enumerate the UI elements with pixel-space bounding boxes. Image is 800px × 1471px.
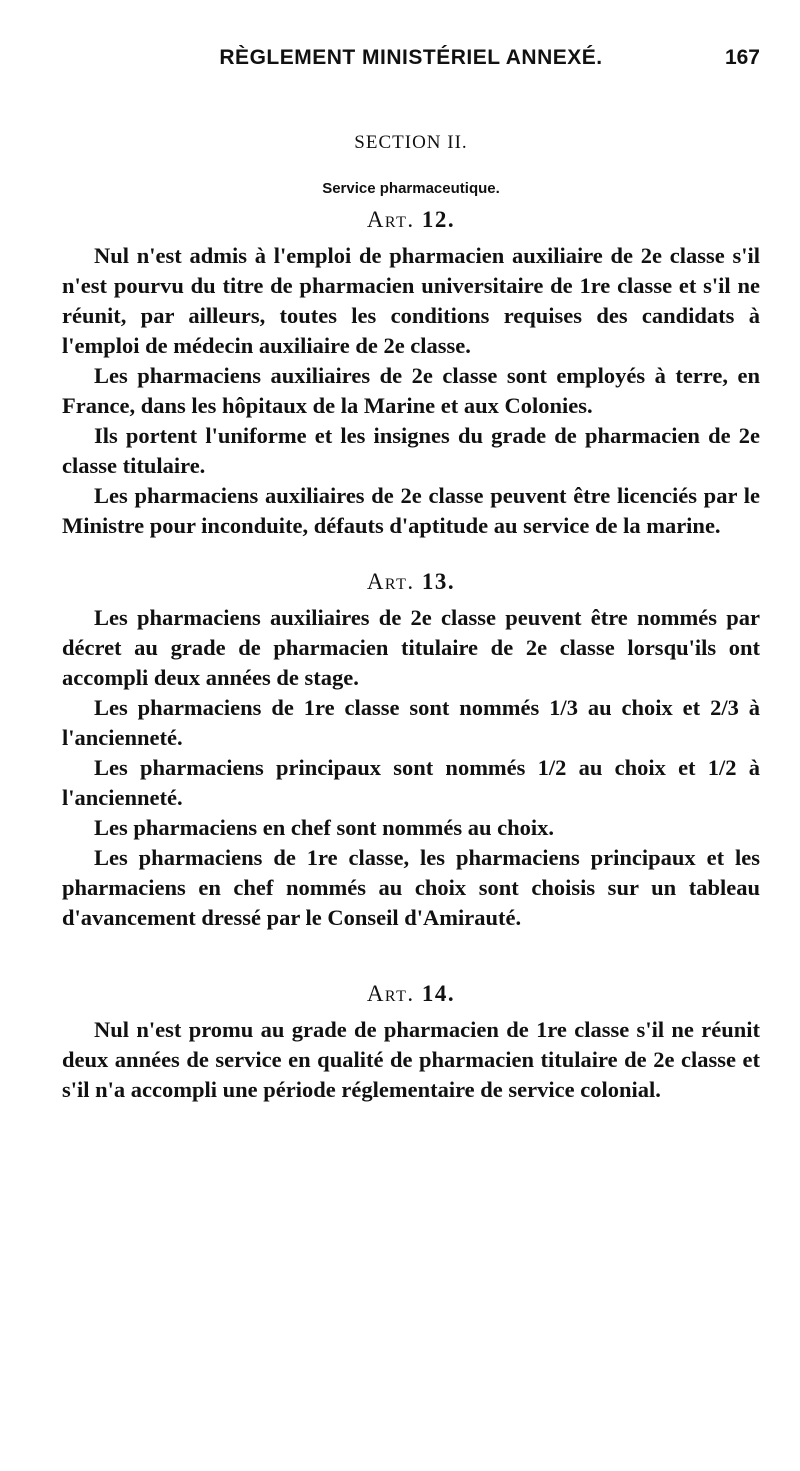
article-paragraph: Les pharmaciens principaux sont nommés 1/2 au choix et 1/2 à l'ancienneté. [62, 755, 760, 810]
article-heading [62, 981, 760, 1007]
article-13 [62, 569, 760, 933]
article-heading [62, 569, 760, 595]
article-label: Art. [366, 569, 415, 594]
article-paragraph: Les pharmaciens auxiliaires de 2e classe peuvent être licenciés par le Ministre pour inconduite, défauts d'aptitude au service de la marine. [62, 483, 760, 538]
article-label: Art. [366, 207, 415, 232]
article-number: 13. [421, 569, 456, 594]
article-paragraph: Les pharmaciens auxiliaires de 2e classe peuvent être nommés par décret au grade de pharmacien titulaire de 2e classe lorsqu'ils ont accompli deux années de stage. [62, 605, 760, 690]
article-paragraph: Les pharmaciens en chef sont nommés au choix. [94, 815, 554, 840]
running-title: RÈGLEMENT MINISTÉRIEL ANNEXÉ. [219, 46, 603, 69]
article-paragraph: Nul n'est admis à l'emploi de pharmacien auxiliaire de 2e classe s'il n'est pourvu du titre de pharmacien universitaire de 1re classe et s'il ne réunit, par ailleurs, toutes les conditions requises des candidats à l'emploi de médecin auxiliaire de 2e classe. [62, 243, 760, 358]
page-number: 167 [724, 46, 760, 69]
article-label: Art. [366, 981, 415, 1006]
article-paragraph: Les pharmaciens de 1re classe sont nommés 1/3 au choix et 2/3 à l'ancienneté. [62, 695, 760, 750]
article-12 [62, 207, 760, 541]
article-paragraph: Les pharmaciens auxiliaires de 2e classe sont employés à terre, en France, dans les hôpitaux de la Marine et aux Colonies. [62, 363, 760, 418]
article-heading [62, 207, 760, 233]
section-subtitle: Service pharmaceutique. [322, 180, 500, 197]
running-header [62, 46, 760, 86]
article-paragraph: Les pharmaciens de 1re classe, les pharmaciens principaux et les pharmaciens en chef nommés au choix sont choisis sur un tableau d'avancement dressé par le Conseil d'Amirauté. [62, 845, 760, 930]
article-paragraph: Ils portent l'uniforme et les insignes du grade de pharmacien de 2e classe titulaire. [62, 423, 760, 478]
article-number: 14. [421, 981, 456, 1006]
article-number: 12. [421, 207, 456, 232]
section-title: SECTION II. [354, 132, 468, 153]
article-14 [62, 981, 760, 1105]
article-paragraph: Nul n'est promu au grade de pharmacien de 1re classe s'il ne réunit deux années de service en qualité de pharmacien titulaire de 2e classe et s'il n'a accompli une période réglementaire de service colonial. [62, 1017, 760, 1102]
